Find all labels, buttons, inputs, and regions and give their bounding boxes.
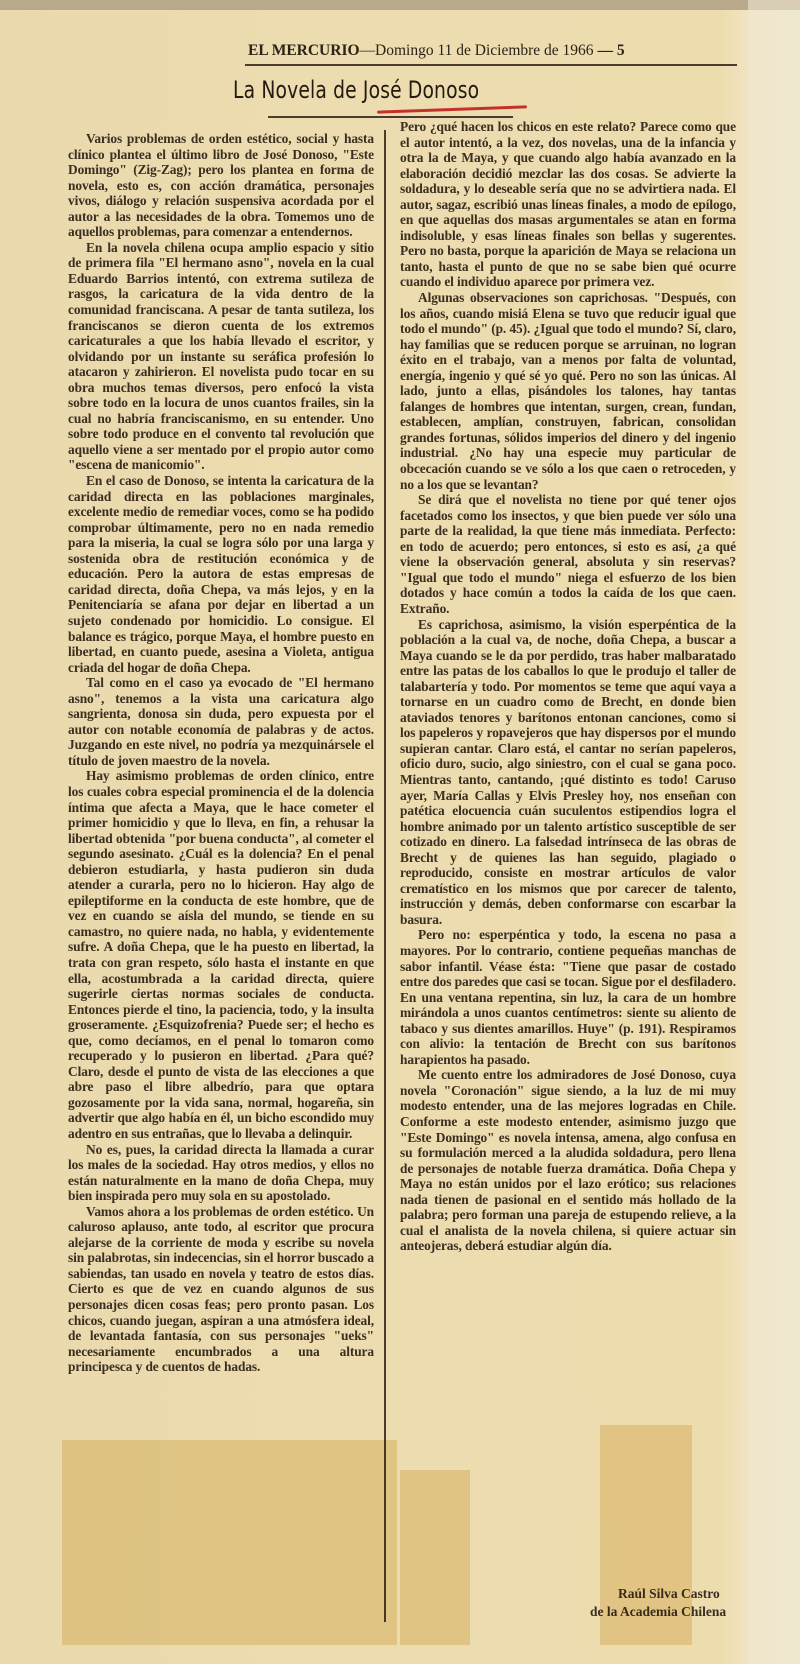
paragraph: En el caso de Donoso, se intenta la caricatura de la caridad directa en las poblaciones marginales, excelente medio de remediar voces, como se ha podido comprobar últimamente, pero no en nada remedio para la miseria, la cual se logra sólo por una larga y sostenida obra de restitución económica y de educación. Pero la autora de estas empresas de caridad directa, doña Chepa, va más lejos, y en la Penitenciaría se afana por dejar en libertad a un sujeto condenado por homicidio. Lo consigue. El balance es trágico, porque Maya, el hombre puesto en libertad, en cuanto puede, asesina a Violeta, antigua criada del hogar de doña Chepa.: [68, 473, 374, 675]
clipping-edge: [0, 0, 800, 10]
paragraph: Pero no: esperpéntica y todo, la escena no pasa a mayores. Por lo contrario, contiene pequeñas manchas de sabor infantil. Véase ésta: "Tiene que pasar de costado entre dos paredes que casi se tocan. Sigue por el desfiladero. En una ventana repentina, sin luz, la cara de un hombre mirándola a unos cuantos centímetros: siente su aliento de tabaco y sus dientes amarillos. Huye" (p. 191). Respiramos con alivio: la tentación de Brecht con sus barítonos harapientos ha pasado.: [400, 927, 736, 1067]
column-rule: [384, 130, 386, 1622]
author-name: Raúl Silva Castro: [618, 1586, 720, 1601]
title-rule: [268, 116, 513, 118]
title-name: José Donoso: [362, 76, 480, 104]
tape-stain: [400, 1470, 470, 1645]
masthead-rule: [245, 64, 737, 66]
paragraph: Tal como en el caso ya evocado de "El hermano asno", tenemos a la vista una caricatura algo sangrienta, donosa sin duda, pero expuesta por el autor con notable economía de palabras y de actos. Juzgando en este nivel, no podría ya mezquinársele el título de joven maestro de la novela.: [68, 675, 374, 768]
masthead: [248, 42, 738, 60]
paragraph: Es caprichosa, asimismo, la visión esperpéntica de la población a la cual va, de noche, doña Chepa, a buscar a Maya cuando se le da por perdido, tras haber malbaratado entre las patas de los caballos lo que le produjo el taller de talabartería y todo. Por momentos se teme que aquí vaya a tornarse en un cuadro como de Brecht, en donde bien ataviados tenores y barítonos entonan canciones, como si los papeleros y ropavejeros que hay dispersos por el mundo supieran cantar. Claro está, el cantar no serían papeleros, oficio duro, sucio, algo siniestro, con el cual se gana poco. Mientras tanto, cantando, ¡qué distinto es todo! Caruso ayer, María Callas y Elvis Presley hoy, nos enseñan con patética elocuencia cuán suculentos estipendios logra el hombre animado por un talento artístico susceptible de ser cotizado en dinero. La falsedad intrínseca de las obras de Brecht y de quienes las han seguido, plagiado o reproducido, consiste en mostrar artículos de valor crematístico en los mismos que por carecer de talento, instrucción y demás, deben conformarse con escarbar la basura.: [400, 616, 736, 927]
paragraph: Varios problemas de orden estético, social y hasta clínico plantea el último libro de José Donoso, "Este Domingo" (Zig-Zag); pero los plantea en forma de novela, esto es, con acción dramática, personajes vivos, diálogo y relación suspensiva acordada por el autor a las necesidades de la obra. Tomemos uno de aquellos problemas, para comenzar a entendernos.: [68, 131, 374, 240]
tape-stain: [62, 1440, 397, 1645]
paragraph: Hay asimismo problemas de orden clínico, entre los cuales cobra especial prominencia el de la dolencia íntima que afecta a Maya, que le hace cometer el primer homicidio y que lo lleva, en fin, a rehusar la libertad obtenida "por buena conducta", al cometer el segundo asesinato. ¿Cuál es la dolencia? En el penal debieron estudiarla, y hasta pudieron sin duda atender a curarla, pero no lo hicieron. Hay algo de epileptiforme en la conducta de este hombre, que de vez en cuando se aísla del mundo, se tiende en su camastro, no quiere nada, no habla, y evidentemente sufre. A doña Chepa, que le ha puesto en libertad, la trata con gran respeto, sólo hasta el instante en que ella, acostumbrada a la caridad directa, quiere sugerirle ciertas normas sociales de conducta. Entonces pierde el tino, la paciencia, todo, y la insulta groseramente. ¿Esquizofrenia? Puede ser; el hecho es que, como decíamos, en el penal lo tomaron como recuperado y lo pusieron en libertad. ¿Para qué? Claro, desde el punto de vista de las elecciones a que abre paso el libre albedrío, para que optara gozosamente por la vida sana, normal, hogareña, sin advertir que algo había en él, un bicho escondido muy adentro en sus entrañas, que lo llevaba a delinquir.: [68, 768, 374, 1141]
author-affiliation: de la Academia Chilena: [590, 1604, 727, 1619]
page-number: — 5: [597, 42, 625, 59]
left-column: [68, 131, 374, 1375]
newspaper-name: EL MERCURIO: [248, 42, 360, 59]
right-column: [400, 119, 736, 1254]
paragraph: Algunas observaciones son caprichosas. "Después, con los años, cuando misiá Elena se tuvo que reducir igual que todo el mundo" (p. 45). ¿Igual que todo el mundo? Sí, claro, hay familias que se reducen porque se arruinan, no logran éxito en el trabajo, van a menos por falta de voluntad, energía, ingenio y qué sé yo qué. Pero no son las únicas. Al lado, junto a ellas, pisándoles los talones, hay tantas falanges de hombres que intentan, surgen, crean, fundan, establecen, amplían, construyen, fabrican, consolidan grandes fortunas, sólidos imperios del dinero y del ingenio industrial. ¿No hay una especie muy particular de obcecación cuando se ve sólo a los que caen o retroceden, y no a los que se levantan?: [400, 290, 736, 492]
red-pen-underline: [377, 105, 527, 113]
paragraph: Me cuento entre los admiradores de José Donoso, cuya novela "Coronación" sigue siendo, a la luz de mi muy modesto entender, una de las mejores logradas en Chile. Conforme a este modesto entender, asimismo juzgo que "Este Domingo" es novela intensa, amena, algo confusa en su formulación merced a la aludida soldadura, pero llena de personajes de notable fuerza dramática. Doña Chepa y Maya no están unidos por el lazo erótico; sus relaciones nada tienen de pasional en el sentido más hollado de la palabra; pero forman una pareja de estupendo relieve, a la cual el analista de la novela chilena, si quiere actuar sin anteojeras, deberá estudiar algún día.: [400, 1067, 736, 1254]
paragraph: Vamos ahora a los problemas de orden estético. Un caluroso aplauso, ante todo, al escritor que procura alejarse de la corriente de moda y escribe su novela sin palabrotas, sin indecencias, sin el horror buscado a sabiendas, tan usado en novela y teatro de estos días. Cierto es que de vez en cuando algunos de sus personajes dicen cosas feas; pero pronto pasan. Los chicos, cuando juegan, aspiran a una atmósfera ideal, de levantada fantasía, con sus personajes "ueks" necesariamente encumbrados a una altura principesca y de cuentos de hadas.: [68, 1203, 374, 1375]
author-signature: [590, 1585, 726, 1621]
article-title: [233, 76, 479, 104]
paragraph: Se dirá que el novelista no tiene por qué tener ojos facetados como los insectos, y que bien puede ver sólo una parte de la realidad, la que tiene más inmediata. Perfecto: en todo de acuerdo; pero entonces, si esto es así, ¿a qué viene la observación general, absoluta y sin reservas? "Igual que todo el mundo" niega el esfuerzo de los bien dotados y hace común a todos la caída de los que caen. Extraño.: [400, 492, 736, 616]
scan-margin: [748, 0, 800, 1664]
paragraph: No es, pues, la caridad directa la llamada a curar los males de la sociedad. Hay otros medios, y ellos no están naturalmente en la mano de doña Chepa, muy bien inspirada pero muy sola en su apostolado.: [68, 1141, 374, 1204]
paragraph: Pero ¿qué hacen los chicos en este relato? Parece como que el autor intentó, a la vez, dos novelas, una de la infancia y otra la de Maya, y que cuando algo había avanzado en la elaboración decidió mezclar las dos cosas. Se advierte la soldadura, y lo deseable sería que no se advirtiera nada. El autor, sagaz, escribió unas líneas finales, a modo de epílogo, en que aquellas dos masas argumentales se atan en forma indisoluble, y esas líneas finales son bellas y sugerentes. Pero no basta, porque la aparición de Maya se relaciona un tanto, hasta el punto de que no se sabe bien qué ocurre cuando el individuo aparece por primera vez.: [400, 119, 736, 290]
paragraph: En la novela chilena ocupa amplio espacio y sitio de primera fila "El hermano asno", novela en la cual Eduardo Barrios intentó, con extrema sutileza de rasgos, la caricatura de la vida dentro de la comunidad franciscana. A pesar de tanta sutileza, los franciscanos se dieron cuenta de los extremos caricaturales a que los había llevado el escritor, y olvidando por un instante su seráfica profesión lo atacaron y zahirieron. El novelista pudo tocar en su obra muchos temas diversos, pero enfocó la vista sobre todo en la locura de unos cuantos frailes, sin la cual no habría franciscanismo, en su entender. Uno sobre todo produce en el convento tal revolución que aquello viene a ser mentado por el propio autor como "escena de manicomio".: [68, 239, 374, 473]
publication-date: —Domingo 11 de Diciembre de 1966: [359, 42, 594, 59]
title-prefix: La Novela de: [233, 76, 363, 104]
